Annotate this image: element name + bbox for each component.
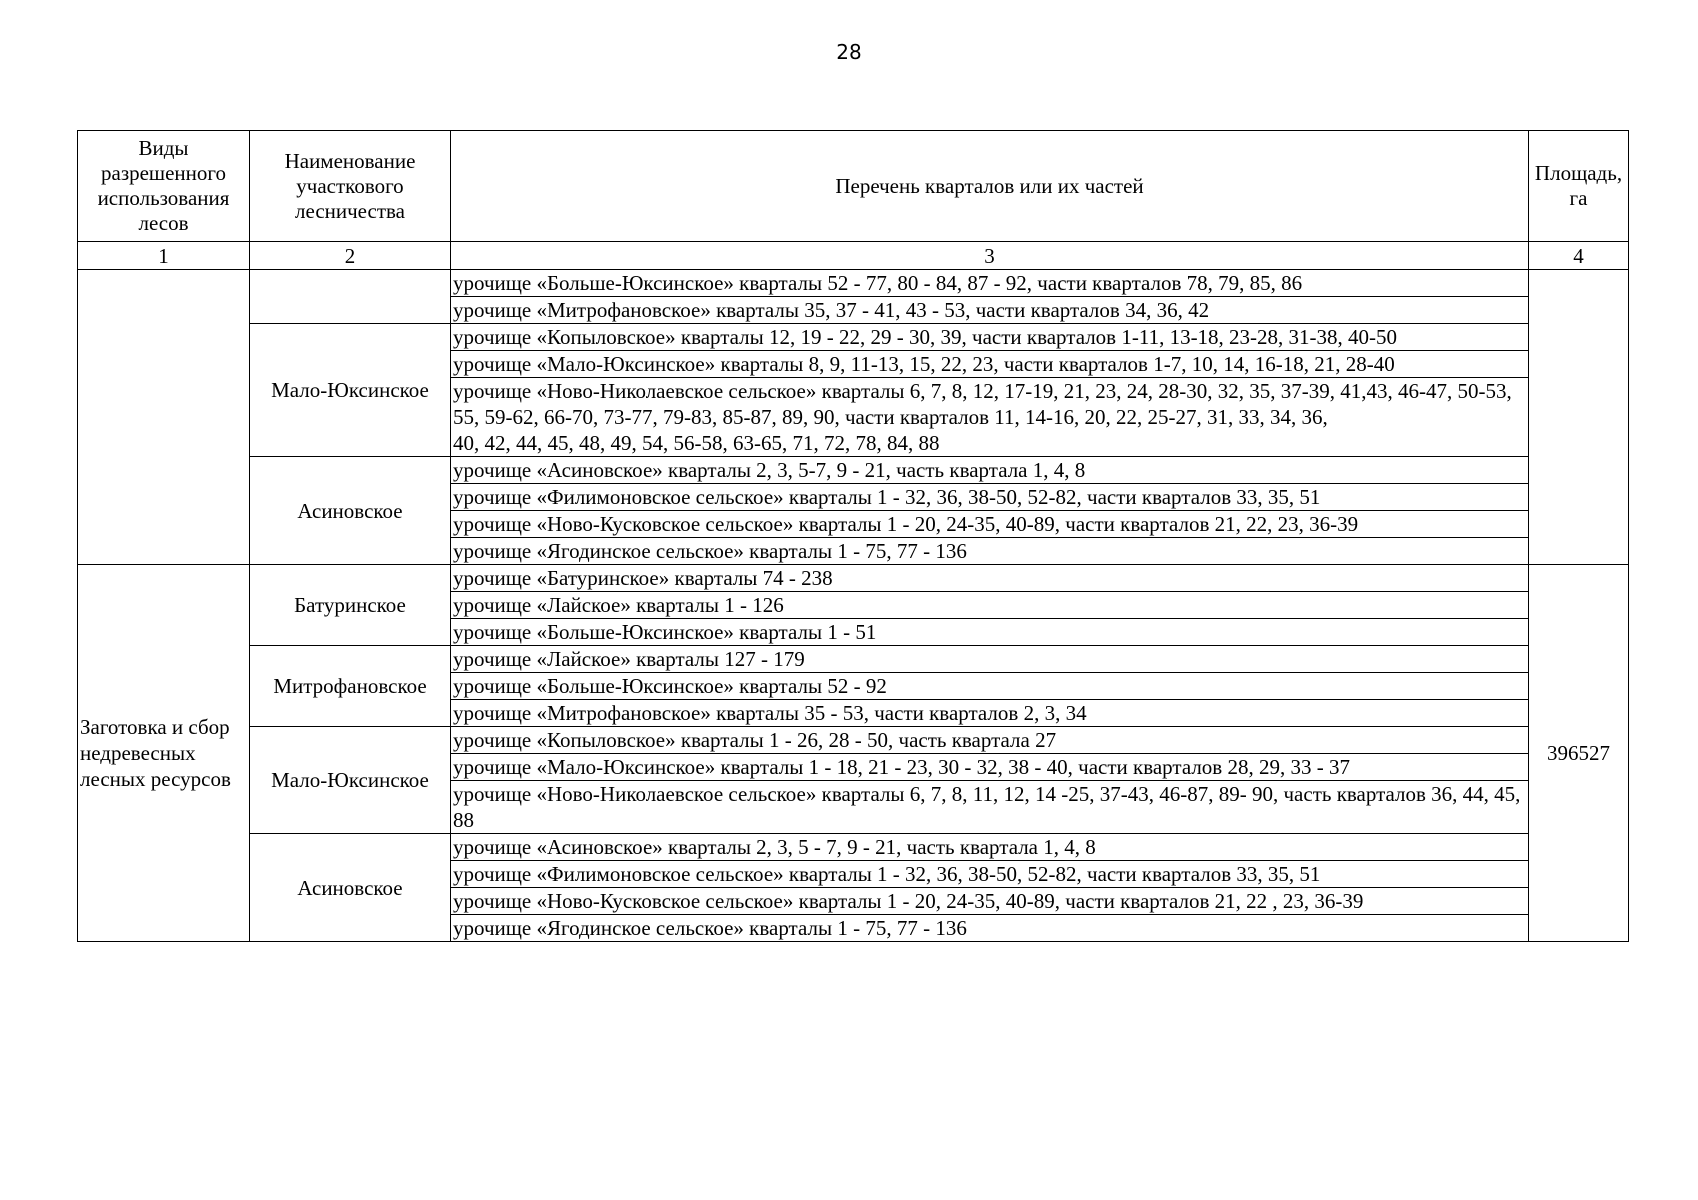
table-row bbox=[78, 324, 1629, 351]
forest-use-table bbox=[77, 130, 1629, 942]
forestry-name-cell: Мало-Юксинское bbox=[250, 727, 451, 834]
area-cell bbox=[1529, 270, 1629, 565]
quarters-list-cell: урочище «Ягодинское сельское» кварталы 1 - 75, 77 - 136 bbox=[451, 915, 1529, 942]
use-type-cell: Заготовка и сбор недревесных лесных ресурсов bbox=[78, 565, 250, 942]
column-number: 3 bbox=[451, 242, 1529, 270]
quarters-list-cell: урочище «Копыловское» кварталы 1 - 26, 28 - 50, часть квартала 27 bbox=[451, 727, 1529, 754]
quarters-list-cell: урочище «Копыловское» кварталы 12, 19 - 22, 29 - 30, 39, части кварталов 1-11, 13-18, 23-28, 31-38, 40-50 bbox=[451, 324, 1529, 351]
forestry-name-cell bbox=[250, 270, 451, 324]
forestry-name-cell: Асиновское bbox=[250, 457, 451, 565]
quarters-list-cell: урочище «Мало-Юксинское» кварталы 1 - 18, 21 - 23, 30 - 32, 38 - 40, части кварталов 28, 29, 33 - 37 bbox=[451, 754, 1529, 781]
table-row bbox=[78, 834, 1629, 861]
quarters-list-cell: урочище «Батуринское» кварталы 74 - 238 bbox=[451, 565, 1529, 592]
header-use-type: Виды разрешенного использования лесов bbox=[78, 131, 250, 242]
use-type-cell bbox=[78, 270, 250, 565]
forestry-name-cell: Асиновское bbox=[250, 834, 451, 942]
table-row bbox=[78, 565, 1629, 592]
header-quarters-list: Перечень кварталов или их частей bbox=[451, 131, 1529, 242]
header-forestry-name: Наименование участкового лесничества bbox=[250, 131, 451, 242]
column-number-row bbox=[78, 242, 1629, 270]
forestry-name-cell: Батуринское bbox=[250, 565, 451, 646]
quarters-list-cell: урочище «Ново-Николаевское сельское» кварталы 6, 7, 8, 12, 17-19, 21, 23, 24, 28-30, 32, 35, 37-39, 41,43, 46-47, 50-53, 55, 59-62, 66-70, 73-77, 79-83, 85-87, 89, 90, части кварталов 11, 14-16, 20, 22, 25-27, 31, 33, 34, 36, 40, 42, 44, 45, 48, 49, 54, 56-58, 63-65, 71, 72, 78, 84, 88 bbox=[451, 378, 1529, 457]
quarters-list-cell: урочище «Ягодинское сельское» кварталы 1 - 75, 77 - 136 bbox=[451, 538, 1529, 565]
table-row bbox=[78, 646, 1629, 673]
table-row bbox=[78, 270, 1629, 297]
quarters-list-cell: урочище «Ново-Кусковское сельское» кварталы 1 - 20, 24-35, 40-89, части кварталов 21, 22 , 23, 36-39 bbox=[451, 888, 1529, 915]
quarters-list-cell: урочище «Больше-Юксинское» кварталы 52 - 77, 80 - 84, 87 - 92, части кварталов 78, 79, 85, 86 bbox=[451, 270, 1529, 297]
quarters-list-cell: урочище «Лайское» кварталы 127 - 179 bbox=[451, 646, 1529, 673]
quarters-list-cell: урочище «Асиновское» кварталы 2, 3, 5-7, 9 - 21, часть квартала 1, 4, 8 bbox=[451, 457, 1529, 484]
quarters-list-cell: урочище «Больше-Юксинское» кварталы 52 - 92 bbox=[451, 673, 1529, 700]
quarters-list-cell: урочище «Филимоновское сельское» кварталы 1 - 32, 36, 38-50, 52-82, части кварталов 33, 35, 51 bbox=[451, 484, 1529, 511]
table-row bbox=[78, 727, 1629, 754]
forestry-name-cell: Мало-Юксинское bbox=[250, 324, 451, 457]
quarters-list-cell: урочище «Филимоновское сельское» кварталы 1 - 32, 36, 38-50, 52-82, части кварталов 33, 35, 51 bbox=[451, 861, 1529, 888]
page-number: 28 bbox=[836, 40, 862, 64]
quarters-list-cell: урочище «Мало-Юксинское» кварталы 8, 9, 11-13, 15, 22, 23, части кварталов 1-7, 10, 14, 16-18, 21, 28-40 bbox=[451, 351, 1529, 378]
quarters-list-cell: урочище «Ново-Николаевское сельское» кварталы 6, 7, 8, 11, 12, 14 -25, 37-43, 46-87, 89- 90, часть кварталов 36, 44, 45, 88 bbox=[451, 781, 1529, 834]
header-area: Площадь, га bbox=[1529, 131, 1629, 242]
column-number: 1 bbox=[78, 242, 250, 270]
quarters-list-cell: урочище «Митрофановское» кварталы 35 - 53, части кварталов 2, 3, 34 bbox=[451, 700, 1529, 727]
quarters-list-cell: урочище «Митрофановское» кварталы 35, 37 - 41, 43 - 53, части кварталов 34, 36, 42 bbox=[451, 297, 1529, 324]
forestry-name-cell: Митрофановское bbox=[250, 646, 451, 727]
quarters-list-cell: урочище «Асиновское» кварталы 2, 3, 5 - 7, 9 - 21, часть квартала 1, 4, 8 bbox=[451, 834, 1529, 861]
quarters-list-cell: урочище «Лайское» кварталы 1 - 126 bbox=[451, 592, 1529, 619]
area-cell: 396527 bbox=[1529, 565, 1629, 942]
quarters-list-cell: урочище «Ново-Кусковское сельское» кварталы 1 - 20, 24-35, 40-89, части кварталов 21, 22, 23, 36-39 bbox=[451, 511, 1529, 538]
quarters-list-cell: урочище «Больше-Юксинское» кварталы 1 - 51 bbox=[451, 619, 1529, 646]
table-header-row bbox=[78, 131, 1629, 242]
table-row bbox=[78, 457, 1629, 484]
column-number: 2 bbox=[250, 242, 451, 270]
column-number: 4 bbox=[1529, 242, 1629, 270]
